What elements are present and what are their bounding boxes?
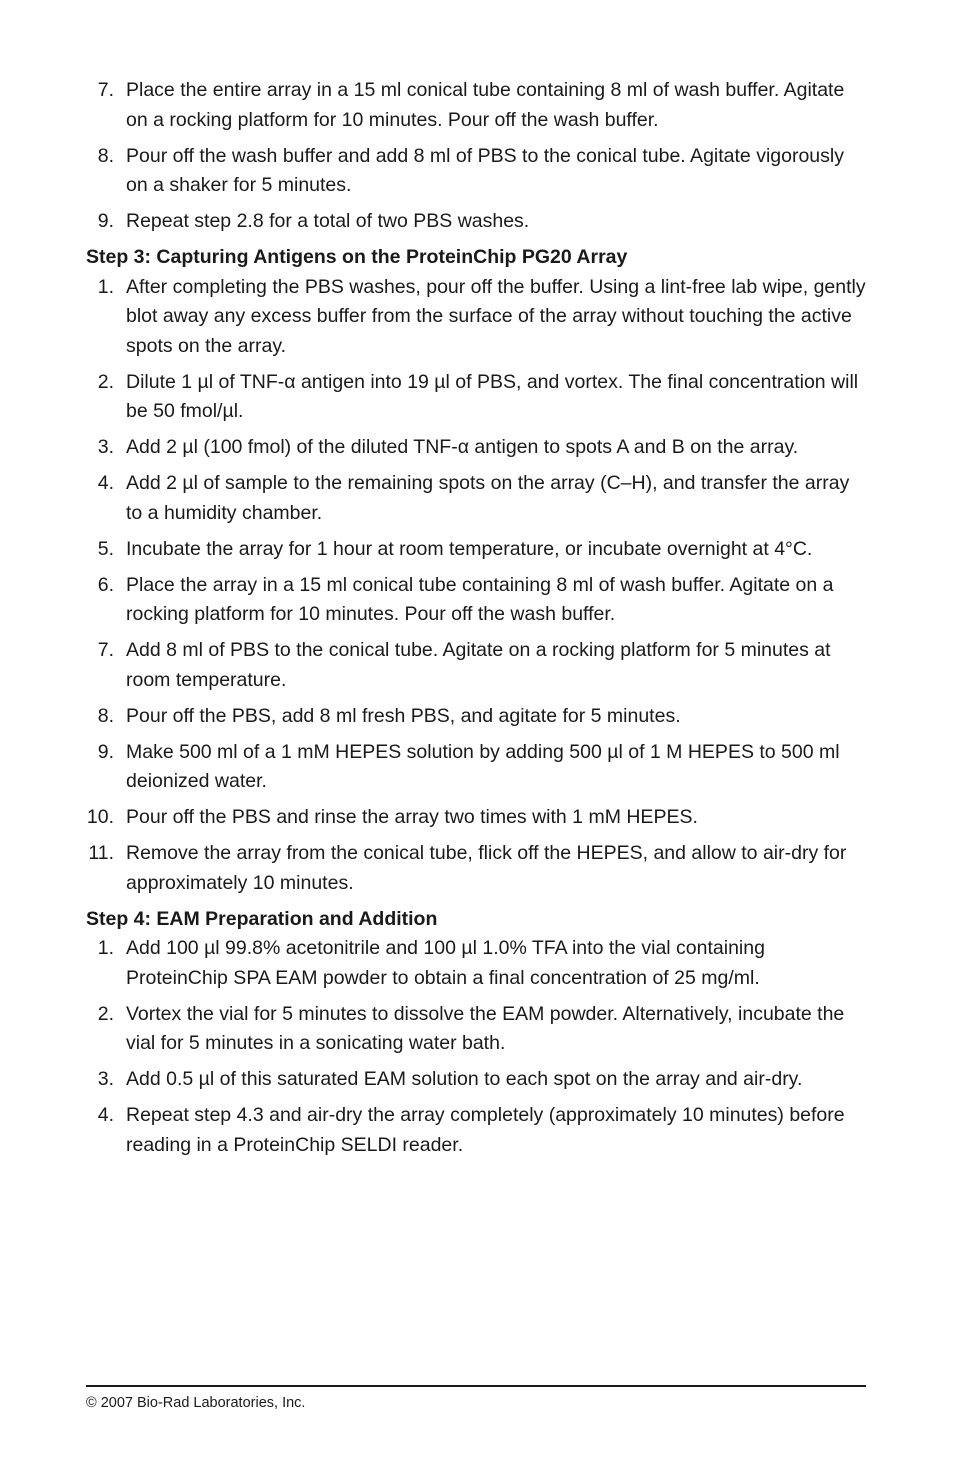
list-item-text: Repeat step 4.3 and air-dry the array completely (approximately 10 minutes) before reading in a ProteinChip SELDI reader.	[126, 1104, 845, 1156]
list-item	[86, 142, 866, 201]
list-item-number: 5.	[97, 537, 114, 560]
list-item-text: Pour off the PBS, add 8 ml fresh PBS, and agitate for 5 minutes.	[126, 704, 681, 727]
list-item-text: After completing the PBS washes, pour off the buffer. Using a lint-free lab wipe, gently blot away any excess buffer from the surface of the array without touching the active spots on the array.	[126, 275, 866, 357]
list-item-text: Add 8 ml of PBS to the conical tube. Agitate on a rocking platform for 5 minutes at room temperature.	[126, 639, 831, 691]
list-item-number: 8.	[97, 704, 114, 727]
list-item-number: 6.	[97, 573, 114, 596]
step3-heading: Step 3: Capturing Antigens on the ProteinChip PG20 Array	[86, 246, 628, 268]
list-item-number: 4.	[97, 1104, 114, 1126]
list-item-number: 11.	[88, 842, 114, 864]
step4-heading: Step 4: EAM Preparation and Addition	[86, 907, 438, 930]
list-item	[86, 469, 866, 528]
list-item	[86, 1065, 866, 1095]
list-item-number: 7.	[97, 639, 114, 661]
list-item-number: 4.	[97, 472, 114, 494]
list-item-number: 3.	[97, 436, 114, 458]
list-item-text: Incubate the array for 1 hour at room temperature, or incubate overnight at 4°C.	[126, 537, 813, 560]
list-item-text: Place the entire array in a 15 ml conical tube containing 8 ml of wash buffer. Agitate on a rocking platform for 10 minutes. Pour off the wash buffer.	[126, 79, 845, 131]
list-item-text: Add 100 µl 99.8% acetonitrile and 100 µl 1.0% TFA into the vial containing ProteinChip SPA EAM powder to obtain a final concentration of 25 mg/ml.	[126, 937, 765, 989]
step3-list	[86, 273, 866, 899]
list-item	[86, 1000, 866, 1059]
list-item	[86, 535, 866, 565]
list-item	[86, 803, 866, 833]
list-item	[86, 76, 866, 135]
list-item-text: Add 2 µl (100 fmol) of the diluted TNF-α antigen to spots A and B on the array.	[126, 436, 799, 458]
step4-list	[86, 934, 866, 1160]
list-item	[86, 738, 866, 797]
list-item-number: 3.	[97, 1068, 114, 1090]
list-item-number: 9.	[97, 210, 114, 232]
list-item-number: 9.	[97, 740, 114, 763]
list-item	[86, 934, 866, 993]
list-item-text: Remove the array from the conical tube, flick off the HEPES, and allow to air-dry for approximately 10 minutes.	[126, 842, 847, 894]
list-item-text: Vortex the vial for 5 minutes to dissolve the EAM powder. Alternatively, incubate the vial for 5 minutes in a sonicating water bath.	[126, 1002, 845, 1054]
list-item	[86, 702, 866, 732]
continued-step-list	[86, 76, 866, 237]
list-item-text: Pour off the PBS and rinse the array two times with 1 mM HEPES.	[126, 806, 698, 828]
list-item	[86, 1101, 866, 1160]
list-item-text: Repeat step 2.8 for a total of two PBS washes.	[126, 210, 530, 232]
list-item-number: 8.	[97, 144, 114, 167]
list-item	[86, 433, 866, 463]
list-item	[86, 839, 866, 898]
list-item	[86, 273, 866, 362]
footer-copyright: © 2007 Bio-Rad Laboratories, Inc.	[86, 1395, 306, 1411]
list-item-number: 2.	[97, 1002, 114, 1025]
list-item-number: 2.	[97, 370, 114, 393]
list-item-text: Add 2 µl of sample to the remaining spots on the array (C–H), and transfer the array to a humidity chamber.	[126, 472, 850, 524]
step4-section	[86, 905, 866, 1161]
list-item	[86, 207, 866, 237]
list-item	[86, 636, 866, 695]
step3-section	[86, 243, 866, 898]
list-item-text: Dilute 1 µl of TNF-α antigen into 19 µl of PBS, and vortex. The final concentration will be 50 fmol/µl.	[126, 370, 859, 422]
list-item-text: Make 500 ml of a 1 mM HEPES solution by adding 500 µl of 1 M HEPES to 500 ml deionized water.	[126, 740, 840, 792]
list-item-number: 7.	[97, 79, 114, 101]
document-body	[86, 76, 866, 1167]
list-item-text: Place the array in a 15 ml conical tube containing 8 ml of wash buffer. Agitate on a rocking platform for 10 minutes. Pour off the wash buffer.	[126, 573, 834, 625]
footer-divider	[86, 1385, 866, 1387]
list-item-text: Add 0.5 µl of this saturated EAM solution to each spot on the array and air-dry.	[126, 1068, 803, 1090]
list-item-number: 1.	[97, 937, 114, 959]
list-item	[86, 571, 866, 630]
list-item	[86, 368, 866, 427]
list-item-number: 10.	[86, 806, 114, 828]
list-item-number: 1.	[97, 275, 114, 298]
list-item-text: Pour off the wash buffer and add 8 ml of PBS to the conical tube. Agitate vigorously on a shaker for 5 minutes.	[126, 144, 844, 196]
